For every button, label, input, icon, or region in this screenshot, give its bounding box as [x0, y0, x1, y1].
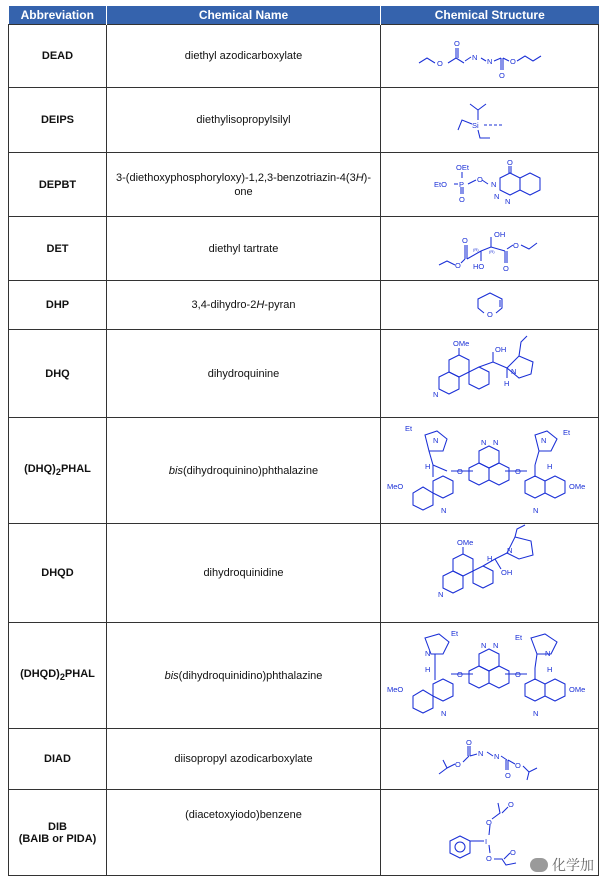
watermark-text: 化学加 — [552, 857, 594, 873]
abbreviation-cell — [9, 790, 107, 876]
atom-label: OEt — [455, 162, 469, 172]
atom-label: H — [424, 664, 430, 674]
chemical-name-text: 3,4-dihydro-2 — [191, 299, 257, 311]
atom-label: N — [486, 57, 492, 66]
atom-label: O — [461, 235, 468, 245]
chemical-name-text-end: )-one — [234, 171, 371, 198]
atom-label: N — [540, 435, 546, 445]
atom-label: MeO — [386, 684, 403, 694]
atom-label: O — [514, 669, 521, 679]
atom-label: N — [480, 640, 486, 650]
structure-drawing-dead — [415, 36, 565, 80]
chemical-name-cell — [107, 25, 381, 88]
structure-det — [381, 217, 599, 281]
atom-label: OH — [493, 229, 505, 239]
structure-drawing-dhq2phal — [385, 421, 595, 521]
atom-label: O — [436, 59, 443, 68]
chemical-name-cell — [107, 729, 381, 790]
atom-label: O — [514, 761, 521, 770]
chemical-name-cell — [107, 524, 381, 623]
header-abbreviation: Abbreviation — [9, 6, 107, 25]
atom-label: OH — [494, 344, 506, 354]
structure-dhp — [381, 281, 599, 330]
atom-label: O — [509, 57, 516, 66]
chemical-name-text: diethylisopropylsilyl — [196, 114, 291, 126]
structure-drawing-diad — [435, 734, 545, 784]
structure-depbt — [381, 153, 599, 217]
atom-label: O — [456, 669, 463, 679]
chemical-name-italic: bis — [168, 464, 183, 477]
atom-label: Et — [404, 423, 412, 433]
atom-label: Et — [562, 427, 570, 437]
chemical-name-cell — [107, 418, 381, 524]
abbreviation-text: DHQD — [41, 567, 74, 579]
abbreviation-cell — [9, 217, 107, 281]
table-row — [9, 25, 599, 88]
chemical-name-cell — [107, 790, 381, 876]
atom-label: O — [453, 39, 460, 48]
header-chemical-structure: Chemical Structure — [381, 6, 599, 25]
chemical-name-italic: H — [355, 171, 364, 184]
abbreviation-text: DEAD — [41, 50, 74, 62]
chemical-name-text-end: -pyran — [264, 299, 296, 311]
table-row — [9, 217, 599, 281]
table-row — [9, 153, 599, 217]
atom-label: O — [507, 799, 514, 809]
abbreviation-subscript: 2 — [55, 467, 61, 478]
atom-label: O — [504, 771, 511, 780]
atom-label: O — [486, 310, 493, 319]
structure-drawing-det — [425, 221, 555, 277]
chemical-name-text-end: (dihydroquinidino)phthalazine — [178, 669, 323, 682]
atom-label: I — [484, 836, 487, 846]
structure-drawing-dhq — [432, 334, 545, 414]
atom-label: O — [454, 760, 461, 769]
atom-label: O — [485, 817, 492, 827]
atom-label: H — [546, 461, 552, 471]
chemical-name-cell — [107, 623, 381, 729]
atom-label: OH — [500, 568, 512, 577]
atom-label: P — [458, 179, 464, 189]
atom-label: N — [440, 505, 446, 515]
structure-dhq — [381, 330, 599, 418]
atom-label: H — [546, 664, 552, 674]
chemical-name-text: (diacetoxyiodo)benzene — [185, 809, 302, 821]
abbreviation-cell — [9, 25, 107, 88]
abbreviation-text: DHP — [45, 299, 70, 311]
atom-label: N — [440, 708, 446, 718]
atom-label: (R) — [472, 246, 479, 252]
atom-label: O — [506, 157, 513, 167]
abbreviation-text: DIB — [48, 820, 67, 833]
atom-label: N — [432, 389, 438, 399]
atom-label: N — [480, 437, 486, 447]
atom-label: H — [424, 461, 430, 471]
structure-dead — [381, 25, 599, 88]
atom-label: N — [493, 752, 499, 761]
abbreviation-text-end: PHAL — [64, 668, 95, 681]
structure-deips — [381, 88, 599, 153]
structure-drawing-dhqd2phal — [385, 626, 595, 726]
table-row — [9, 623, 599, 729]
atom-label: OMe — [568, 481, 585, 491]
table-row — [9, 729, 599, 790]
atom-label: O — [458, 194, 465, 204]
atom-label: O — [485, 853, 492, 863]
atom-label: MeO — [386, 481, 403, 491]
abbreviation-cell — [9, 153, 107, 217]
abbreviation-alternate: (BAIB or PIDA) — [18, 832, 97, 845]
atom-label: OMe — [452, 338, 469, 348]
wechat-icon — [530, 858, 548, 872]
atom-label: O — [498, 71, 505, 80]
atom-label: OMe — [456, 538, 473, 547]
atom-label: O — [456, 466, 463, 476]
atom-label: H — [503, 378, 509, 388]
atom-label: Et — [514, 632, 522, 642]
chemical-name-text: diethyl tartrate — [208, 242, 279, 255]
atom-label: N — [471, 53, 477, 62]
atom-label: N — [432, 435, 438, 445]
chemical-name-text: dihydroquinidine — [203, 567, 284, 579]
atom-label: OMe — [568, 684, 585, 694]
structure-drawing-dhp — [470, 285, 510, 325]
abbreviation-cell — [9, 524, 107, 623]
table-row — [9, 88, 599, 153]
chemical-name-cell — [107, 217, 381, 281]
chemical-name-text: diethyl azodicarboxylate — [184, 50, 303, 62]
atom-label: Si — [471, 121, 479, 130]
structure-drawing-deips — [450, 94, 530, 146]
table-row — [9, 281, 599, 330]
atom-label: N — [492, 437, 498, 447]
table-row — [9, 418, 599, 524]
atom-label: O — [509, 847, 516, 857]
chemical-name-cell — [107, 330, 381, 418]
chemical-name-cell — [107, 153, 381, 217]
header-chemical-name: Chemical Name — [107, 6, 381, 25]
abbreviation-cell — [9, 330, 107, 418]
abbreviation-cell — [9, 623, 107, 729]
chemical-name-text: 3-(diethoxyphosphoryloxy)-1,2,3-benzotriazin-4(3 — [116, 171, 356, 184]
atom-label: O — [476, 174, 483, 184]
atom-label: N — [544, 648, 550, 658]
atom-label: O — [514, 466, 521, 476]
atom-label: (R) — [488, 248, 495, 254]
abbreviation-text: DET — [46, 242, 69, 255]
chemical-name-text: dihydroquinine — [207, 367, 280, 380]
structure-drawing-depbt — [430, 156, 550, 214]
chemical-name-text: diisopropyl azodicarboxylate — [174, 753, 313, 765]
chemical-name-italic: H — [256, 299, 265, 311]
atom-label: N — [532, 505, 538, 515]
structure-drawing-dib — [440, 793, 540, 873]
abbreviation-text: (DHQ) — [24, 463, 56, 476]
atom-label: N — [437, 590, 443, 599]
atom-label: N — [477, 749, 483, 758]
table-header-row — [9, 6, 599, 25]
atom-label: O — [512, 240, 519, 250]
abbreviation-subscript: 2 — [59, 672, 65, 683]
atom-label: N — [492, 640, 498, 650]
abbreviation-cell — [9, 281, 107, 330]
abbreviation-table — [8, 6, 599, 876]
atom-label: N — [504, 196, 510, 206]
abbreviation-text: DIAD — [44, 753, 71, 765]
chemical-name-cell — [107, 88, 381, 153]
chemical-name-cell — [107, 281, 381, 330]
atom-label: O — [502, 263, 509, 273]
atom-label: H — [486, 554, 492, 563]
table-row — [9, 524, 599, 623]
watermark — [530, 855, 594, 875]
atom-label: N — [532, 708, 538, 718]
abbreviation-cell — [9, 88, 107, 153]
abbreviation-text-end: PHAL — [60, 463, 91, 476]
structure-dhqd — [381, 524, 599, 623]
abbreviation-text: DHQ — [45, 367, 70, 380]
atom-label: N — [510, 366, 516, 376]
table-row — [9, 790, 599, 876]
atom-label: O — [454, 260, 461, 270]
atom-label: N — [506, 546, 512, 555]
abbreviation-cell — [9, 418, 107, 524]
atom-label: O — [465, 738, 472, 747]
chemical-name-italic: bis — [164, 669, 179, 682]
structure-drawing-dhqd — [435, 527, 545, 619]
abbreviation-text: DEPBT — [38, 178, 77, 191]
atom-label: EtO — [433, 179, 447, 189]
table-row — [9, 330, 599, 418]
atom-label: HO — [472, 261, 484, 271]
chemical-name-text-end: (dihydroquinino)phthalazine — [182, 464, 319, 477]
abbreviation-text: (DHQD) — [20, 668, 60, 681]
abbreviation-text: DEIPS — [40, 114, 74, 126]
abbreviation-cell — [9, 729, 107, 790]
atom-label: N — [490, 179, 496, 189]
atom-label: Et — [450, 628, 458, 638]
atom-label: N — [493, 191, 499, 201]
structure-dhqd2phal — [381, 623, 599, 729]
structure-diad — [381, 729, 599, 790]
structure-dhq2phal — [381, 418, 599, 524]
atom-label: N — [424, 648, 430, 658]
